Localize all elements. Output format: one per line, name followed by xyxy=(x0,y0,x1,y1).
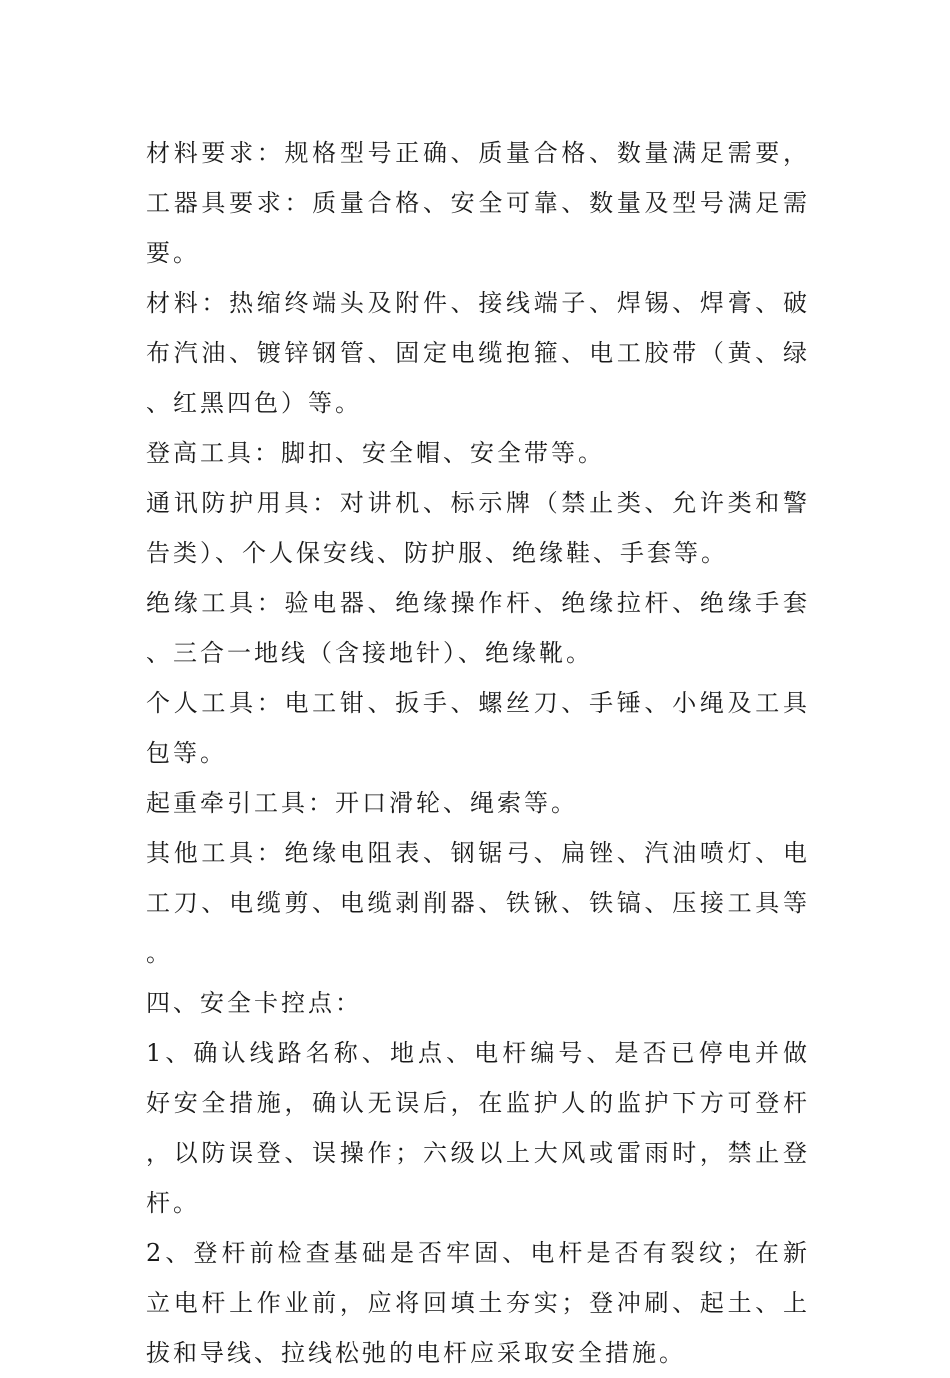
paragraph-material-requirements: 材料要求：规格型号正确、质量合格、数量满足需要，工器具要求：质量合格、安全可靠、数量及型号满足需要。 xyxy=(146,139,810,267)
paragraph-safety-point-1: 1、确认线路名称、地点、电杆编号、是否已停电并做好安全措施，确认无误后，在监护人的监护下方可登杆，以防误登、误操作；六级以上大风或雷雨时，禁止登杆。 xyxy=(146,1039,810,1217)
paragraph-other-tools: 其他工具：绝缘电阻表、钢锯弓、扁锉、汽油喷灯、电工刀、电缆剪、电缆剥削器、铁锹、铁镐、压接工具等。 xyxy=(146,839,810,967)
paragraph-materials: 材料：热缩终端头及附件、接线端子、焊锡、焊膏、破布汽油、镀锌钢管、固定电缆抱箍、电工胶带（黄、绿、红黑四色）等。 xyxy=(146,289,810,417)
paragraph-lifting-tools: 起重牵引工具：开口滑轮、绳索等。 xyxy=(146,789,578,817)
paragraph-safety-point-2: 2、登杆前检查基础是否牢固、电杆是否有裂纹；在新立电杆上作业前，应将回填土夯实；登冲刷、起土、上拔和导线、拉线松弛的电杆应采取安全措施。 xyxy=(146,1239,810,1367)
section-heading-safety-checkpoints: 四、安全卡控点： xyxy=(146,989,362,1017)
paragraph-insulation-tools: 绝缘工具：验电器、绝缘操作杆、绝缘拉杆、绝缘手套、三合一地线（含接地针）、绝缘靴。 xyxy=(146,589,810,667)
paragraph-communication-protection: 通讯防护用具：对讲机、标示牌（禁止类、允许类和警告类）、个人保安线、防护服、绝缘鞋、手套等。 xyxy=(146,489,810,567)
paragraph-climbing-tools: 登高工具：脚扣、安全帽、安全带等。 xyxy=(146,439,605,467)
document-body xyxy=(146,128,810,1378)
paragraph-personal-tools: 个人工具：电工钳、扳手、螺丝刀、手锤、小绳及工具包等。 xyxy=(146,689,810,767)
